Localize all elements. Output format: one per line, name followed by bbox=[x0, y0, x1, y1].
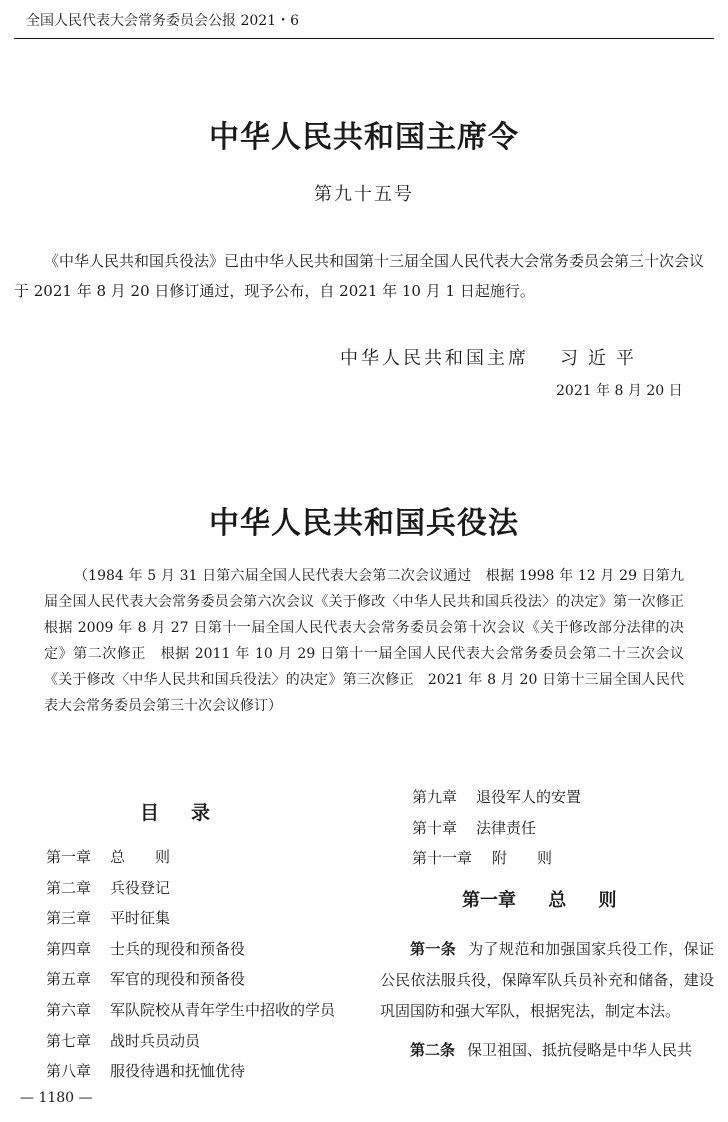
toc-chapter-name: 法律责任 bbox=[476, 818, 537, 837]
toc-chapter-number: 第四章 bbox=[46, 939, 92, 958]
toc-item bbox=[46, 873, 335, 904]
toc-item bbox=[46, 903, 335, 934]
signatory-name: 习近平 bbox=[560, 348, 644, 369]
article-1-label: 第一条 bbox=[410, 940, 457, 958]
toc-chapter-name: 战时兵员动员 bbox=[110, 1031, 201, 1050]
toc-chapter-number: 第六章 bbox=[46, 1000, 92, 1019]
toc-chapter-number: 第十章 bbox=[412, 818, 458, 837]
article-2 bbox=[380, 1035, 714, 1066]
order-number: 第九十五号 bbox=[314, 184, 414, 205]
toc-chapter-name: 士兵的现役和预备役 bbox=[110, 939, 246, 958]
toc-chapter-name: 军官的现役和预备役 bbox=[110, 970, 246, 989]
toc-chapter-number: 第八章 bbox=[46, 1062, 92, 1081]
toc-chapter-number: 第五章 bbox=[46, 970, 92, 989]
toc-item bbox=[46, 842, 335, 873]
toc-chapter-name: 服役待遇和抚恤优待 bbox=[110, 1062, 246, 1081]
toc-title: 目录 bbox=[140, 802, 243, 824]
toc-item bbox=[46, 995, 335, 1026]
toc-chapter-number: 第三章 bbox=[46, 909, 92, 928]
toc-chapter-name: 总 则 bbox=[110, 848, 171, 866]
article-1 bbox=[380, 934, 714, 1027]
toc-chapter-name: 平时征集 bbox=[110, 909, 171, 928]
order-date: 2021 年 8 月 20 日 bbox=[556, 383, 683, 399]
article-1-text: 为了规范和加强国家兵役工作，保证公民依法服兵役，保障军队兵员补充和储备，建设巩固国防和强大军队，根据宪法，制定本法。 bbox=[380, 940, 714, 1020]
chapter-one-articles bbox=[380, 934, 714, 1066]
toc-right-column bbox=[412, 782, 581, 874]
toc-chapter-number: 第二章 bbox=[46, 878, 92, 897]
toc-chapter-number: 第一章 bbox=[46, 848, 92, 866]
page-number: — 1180 — bbox=[20, 1090, 93, 1106]
running-header: 全国人民代表大会常务委员会公报 2021・6 bbox=[26, 13, 299, 29]
toc-chapter-number: 第十一章 bbox=[412, 849, 473, 868]
toc-chapter-name: 退役军人的安置 bbox=[476, 788, 582, 806]
toc-chapter-number: 第九章 bbox=[412, 788, 458, 806]
toc-chapter-number: 第七章 bbox=[46, 1031, 92, 1050]
order-title: 中华人民共和国主席令 bbox=[209, 120, 519, 155]
order-text: 《中华人民共和国兵役法》已由中华人民共和国第十三届全国人民代表大会常务委员会第三十次会议于 2021 年 8 月 20 日修订通过，现予公布，自 2021 年 10 月 1 日起施行。 bbox=[14, 252, 705, 300]
law-title: 中华人民共和国兵役法 bbox=[209, 506, 519, 541]
toc-left-column bbox=[46, 842, 335, 1087]
header-rule bbox=[14, 38, 714, 39]
article-2-text: 保卫祖国、抵抗侵略是中华人民共 bbox=[467, 1041, 693, 1059]
law-history: （1984 年 5 月 31 日第六届全国人民代表大会第二次会议通过 根据 1998 年 12 月 29 日第九届全国人民代表大会常务委员会第六次会议《关于修改〈中华人民共和国兵役法〉的决定》第一次修正 根据 2009 年 8 月 27 日第十一届全国人民代表大会常务委员会第十次会议《关于修改部分法律的决定》第二次修正 根据 2011 年 10 月 29 日第十一届全国人民代表大会常务委员会第二十三次会议《关于修改〈中华人民共和国兵役法〉的决定》第三次修正 2021 年 8 月 20 日第十三届全国人民代表大会常务委员会第三十次会议修订） bbox=[44, 568, 698, 714]
signatory-title: 中华人民共和国主席 bbox=[340, 348, 529, 369]
toc-item bbox=[46, 1056, 335, 1087]
toc-chapter-name: 兵役登记 bbox=[110, 878, 171, 897]
toc-item bbox=[46, 1026, 335, 1057]
toc-item bbox=[412, 782, 581, 813]
toc-item bbox=[412, 813, 581, 844]
toc-chapter-name: 附 则 bbox=[492, 849, 553, 868]
toc-item bbox=[46, 934, 335, 965]
toc-chapter-name: 军队院校从青年学生中招收的学员 bbox=[110, 1000, 336, 1019]
article-2-label: 第二条 bbox=[410, 1041, 456, 1059]
chapter-one-heading: 第一章 总 则 bbox=[462, 890, 617, 911]
toc-item bbox=[46, 964, 335, 995]
toc-item bbox=[412, 843, 581, 874]
